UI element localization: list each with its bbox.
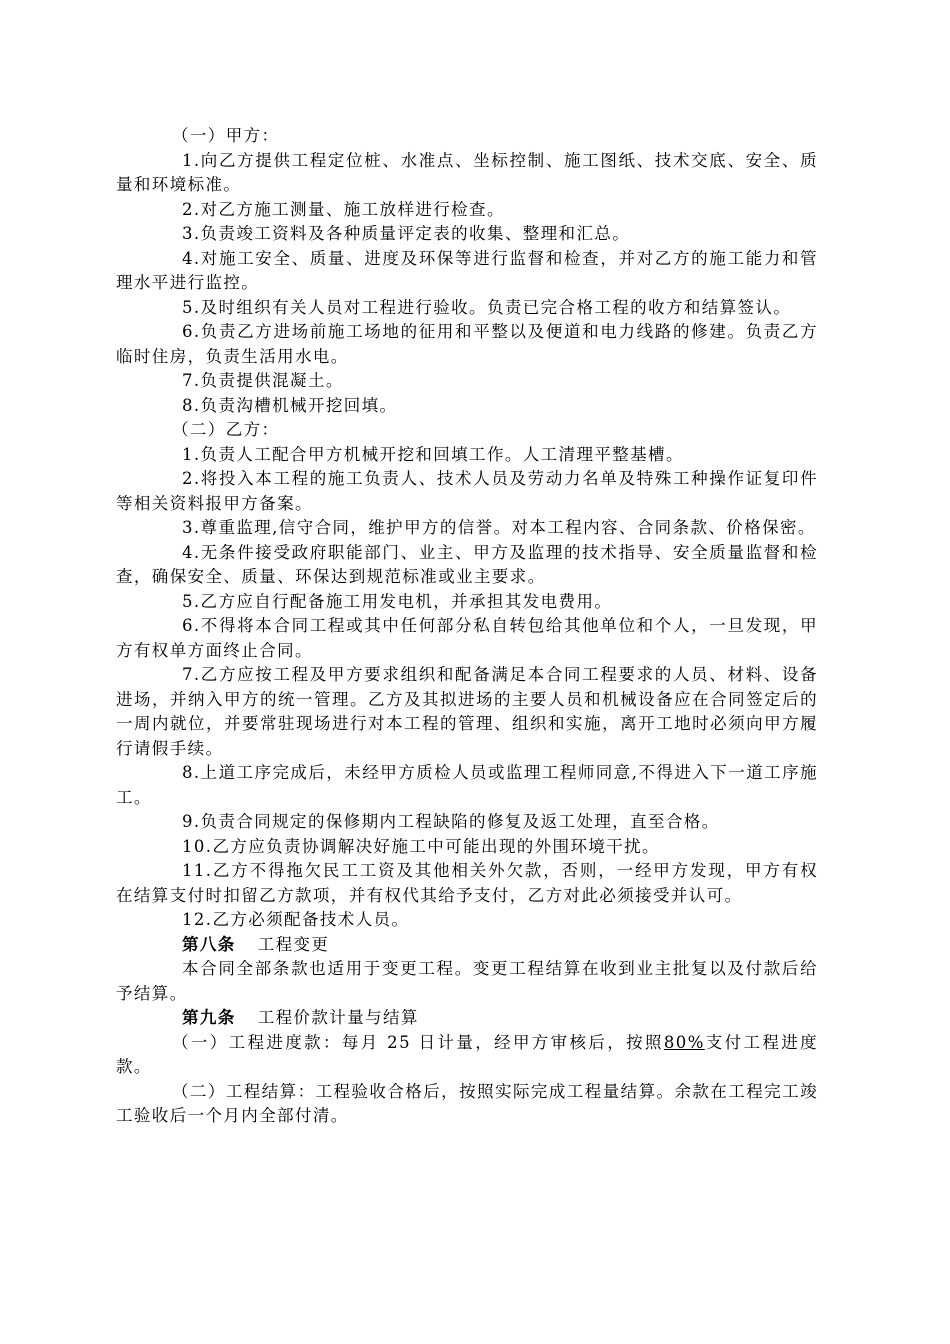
article-8-heading [116, 933, 818, 958]
clause-paragraph: 1.负责人工配合甲方机械开挖和回填工作。人工清理平整基槽。 [182, 444, 684, 464]
clause-paragraph: 7.乙方应按工程及甲方要求组织和配备满足本合同工程要求的人员、材料、设备进场，并纳入甲方的统一管理。乙方及其拟进场的主要人员和机械设备应在合同签定后的一周内就位，并要常驻现场进行对本工程的管理、组织和实施，离开工地时必须向甲方履行请假手续。 [116, 665, 818, 758]
article-8-number: 第八条 [182, 934, 236, 954]
clause-paragraph: 11.乙方不得拖欠民工工资及其他相关外欠款，否则，一经甲方发现，甲方有权在结算支付时扣留乙方款项，并有权代其给予支付，乙方对此必须接受并认可。 [116, 861, 818, 905]
clause-paragraph: （二）乙方： [172, 420, 280, 439]
clause-paragraph: 6.不得将本合同工程或其中任何部分私自转包给其他单位和个人，一旦发现，甲方有权单方面终止合同。 [116, 616, 818, 660]
clause-paragraph: 6.负责乙方进场前施工场地的征用和平整以及便道和电力线路的修建。负责乙方临时住房，负责生活用水电。 [116, 322, 818, 366]
clause-paragraph: 4.无条件接受政府职能部门、业主、甲方及监理的技术指导、安全质量监督和检查，确保安全、质量、环保达到规范标准或业主要求。 [116, 542, 818, 586]
article-9-item-1 [116, 1031, 818, 1080]
clause-paragraph: 3.尊重监理,信守合同，维护甲方的信誉。对本工程内容、合同条款、价格保密。 [182, 518, 816, 537]
clause-paragraph: 5.及时组织有关人员对工程进行验收。负责已完合格工程的收方和结算签认。 [182, 297, 792, 317]
clause-paragraph: 5.乙方应自行配备施工用发电机，并承担其发电费用。 [182, 591, 613, 611]
contract-page [116, 124, 818, 1129]
article-9-number: 第九条 [182, 1008, 236, 1027]
article-8-body: 本合同全部条款也适用于变更工程。变更工程结算在收到业主批复以及付款后给予结算。 [116, 959, 818, 1003]
clause-paragraph: 9.负责合同规定的保修期内工程缺陷的修复及返工处理，直至合格。 [182, 812, 720, 831]
article-9-heading [116, 1006, 818, 1031]
payment-percentage: 80% [663, 1032, 705, 1052]
clause-paragraph: 3.负责竣工资料及各种质量评定表的收集、整理和汇总。 [182, 224, 631, 243]
clause-paragraph: 8.上道工序完成后，未经甲方质检人员或监理工程师同意,不得进入下一道工序施工。 [116, 763, 818, 807]
item-1-text-before: （一）工程进度款：每月 25 日计量，经甲方审核后，按照 [172, 1032, 664, 1052]
clause-paragraph: 8.负责沟槽机械开挖回填。 [182, 395, 398, 415]
article-9-title: 工程价款计量与结算 [257, 1008, 419, 1027]
clause-paragraph: 7.负责提供混凝土。 [182, 371, 344, 390]
clause-paragraph: 2.将投入本工程的施工负责人、技术人员及劳动力名单及特殊工种操作证复印件等相关资料报甲方备案。 [116, 469, 818, 513]
clause-paragraph: （一）甲方： [172, 126, 280, 145]
clause-list [116, 124, 818, 933]
article-9-item-2: （二）工程结算：工程验收合格后，按照实际完成工程量结算。余款在工程完工竣工验收后一个月内全部付清。 [116, 1081, 818, 1125]
clause-paragraph: 4.对施工安全、质量、进度及环保等进行监督和检查，并对乙方的施工能力和管理水平进行监控。 [116, 248, 818, 292]
clause-paragraph: 12.乙方必须配备技术人员。 [182, 910, 410, 929]
item-1-text-after: 支付工程进度款。 [116, 1032, 818, 1076]
clause-paragraph: 1.向乙方提供工程定位桩、水准点、坐标控制、施工图纸、技术交底、安全、质量和环境标准。 [116, 150, 818, 194]
clause-paragraph: 2.对乙方施工测量、施工放样进行检查。 [182, 199, 505, 219]
clause-paragraph: 10.乙方应负责协调解决好施工中可能出现的外围环境干扰。 [182, 836, 660, 856]
article-8-title: 工程变更 [257, 934, 330, 954]
